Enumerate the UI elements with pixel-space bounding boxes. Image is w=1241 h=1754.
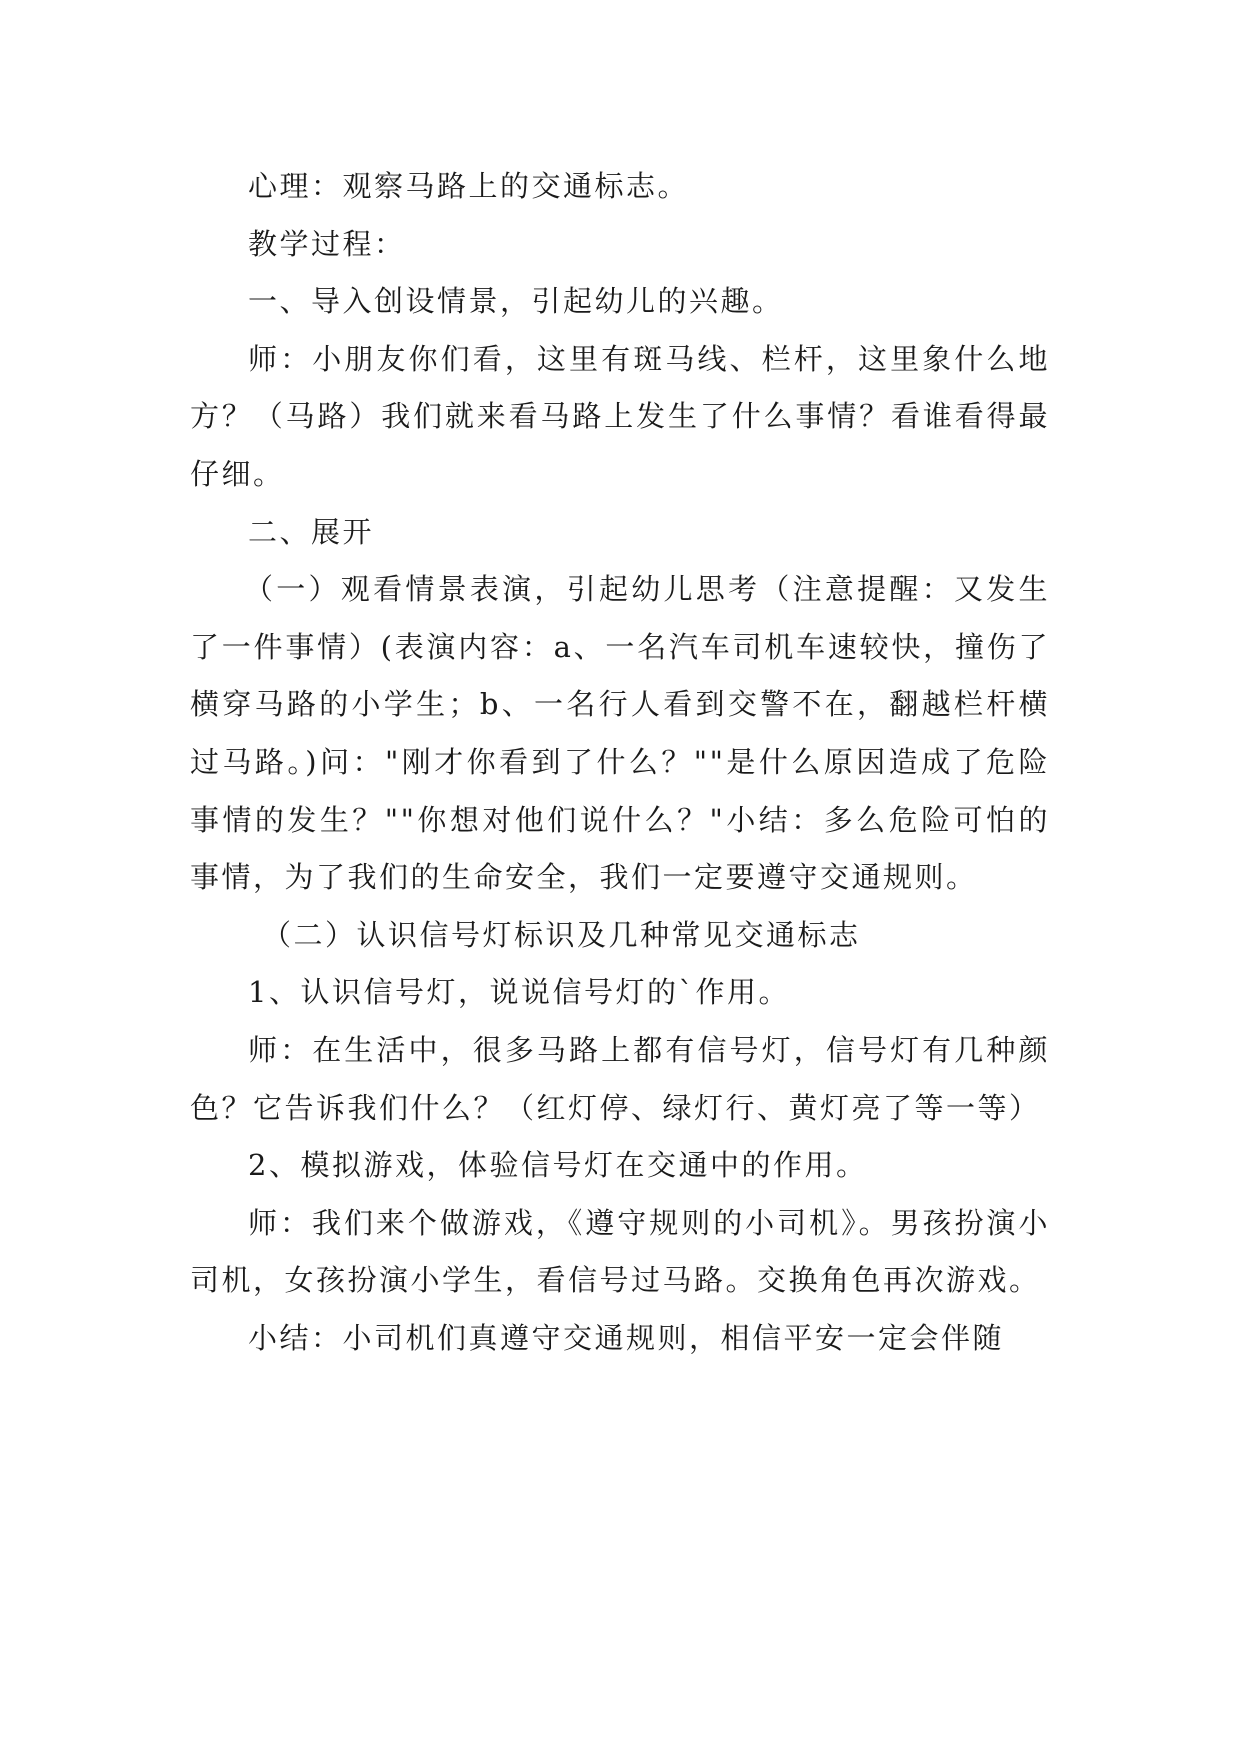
paragraph-summary: 小结：小司机们真遵守交通规则，相信平安一定会伴随 xyxy=(248,1320,1005,1355)
paragraph-simulation-game: 2、模拟游戏，体验信号灯在交通中的作用。 xyxy=(248,1148,868,1183)
paragraph-teacher-intro: 师：小朋友你们看，这里有斑马线、栏杆，这里象什么地方？（马路）我们就来看马路上发生了什么事情？看谁看得最仔细。 xyxy=(190,341,1050,491)
paragraph-section-two-heading: 二、展开 xyxy=(248,514,375,549)
paragraph-signal-lights-heading: （二）认识信号灯标识及几种常见交通标志 xyxy=(262,917,861,952)
paragraph-teacher-signal-colors: 师：在生活中，很多马路上都有信号灯，信号灯有几种颜色？它告诉我们什么？（红灯停、绿灯行、黄灯亮了等一等） xyxy=(190,1032,1050,1125)
paragraph-psychology-goal: 心理：观察马路上的交通标志。 xyxy=(248,169,690,203)
paragraph-recognize-signal-lights: 1、认识信号灯，说说信号灯的`作用。 xyxy=(248,975,790,1010)
document-body xyxy=(190,158,1050,1367)
paragraph-scenario-performance: （一）观看情景表演，引起幼儿思考（注意提醒：又发生了一件事情）(表演内容：a、一名汽车司机车速较快，撞伤了横穿马路的小学生；b、一名行人看到交警不在，翻越栏杆横过马路。)问："刚才你看到了什么？""是什么原因造成了危险事情的发生？""你想对他们说什么？"小结：多么危险可怕的事情，为了我们的生命安全，我们一定要遵守交通规则。 xyxy=(190,572,1050,895)
paragraph-teaching-process-heading: 教学过程： xyxy=(248,226,406,261)
paragraph-section-one-heading: 一、导入创设情景，引起幼儿的兴趣。 xyxy=(248,284,784,319)
paragraph-teacher-game: 师：我们来个做游戏，《遵守规则的小司机》。男孩扮演小司机，女孩扮演小学生，看信号过马路。交换角色再次游戏。 xyxy=(190,1205,1050,1298)
